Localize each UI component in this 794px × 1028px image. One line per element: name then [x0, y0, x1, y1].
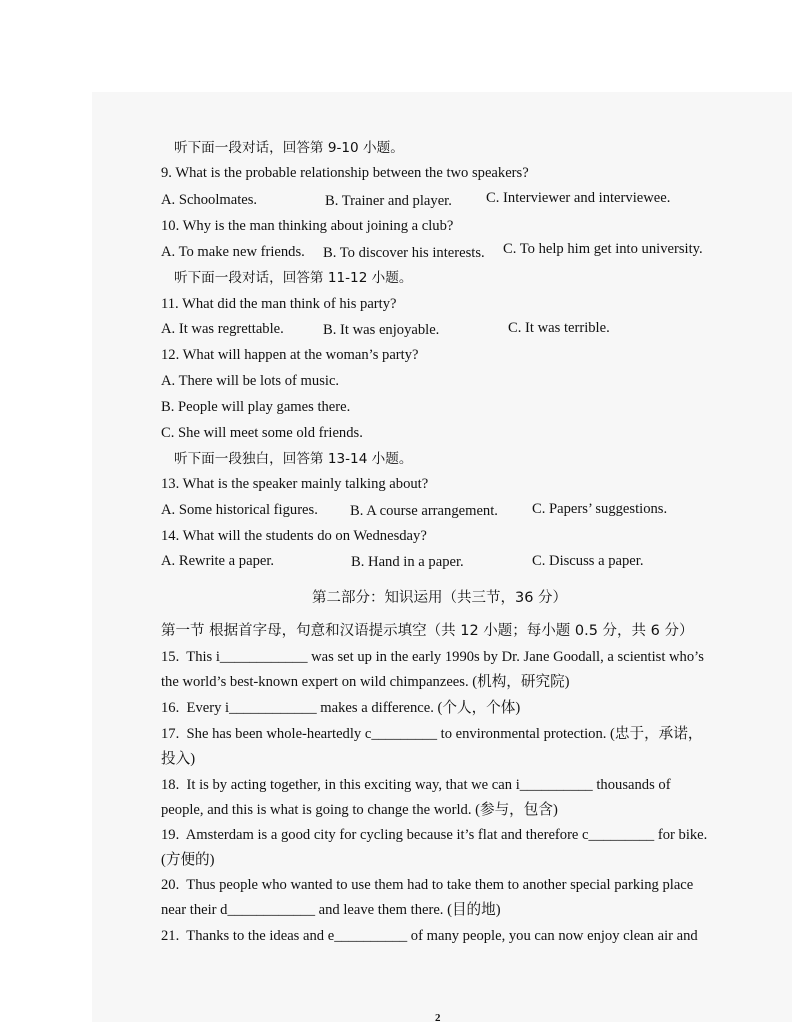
- q10-option-b: B. To discover his interests.: [323, 245, 485, 261]
- q14-option-a: A. Rewrite a paper.: [161, 553, 275, 569]
- q14-option-b: B. Hand in a paper.: [351, 554, 464, 570]
- question-12: 12. What will happen at the woman’s party?: [161, 347, 419, 363]
- question-17-line-1: 17. She has been whole-heartedly c_________ to environmental protection. (忠于，承诺，: [161, 726, 703, 742]
- q13-option-a: A. Some historical figures.: [161, 502, 318, 518]
- section-1-heading: 第一节 根据首字母，句意和汉语提示填空（共 12 小题；每小题 0.5 分，共 6 分）: [161, 623, 694, 639]
- section-instruction-11-12: 听下面一段对话，回答第 11-12 小题。: [174, 270, 413, 286]
- q13-option-b: B. A course arrangement.: [350, 503, 498, 519]
- q11-option-b: B. It was enjoyable.: [323, 322, 440, 338]
- question-18-line-2: people, and this is what is going to change the world. (参与，包含): [161, 802, 558, 818]
- question-20-line-2: near their d____________ and leave them there. (目的地): [161, 902, 501, 918]
- q9-option-c: C. Interviewer and interviewee.: [486, 190, 671, 206]
- question-15-line-2: the world’s best-known expert on wild chimpanzees. (机构，研究院): [161, 674, 570, 690]
- q10-option-c: C. To help him get into university.: [503, 241, 703, 257]
- q13-option-c: C. Papers’ suggestions.: [532, 501, 668, 517]
- q12-option-b: B. People will play games there.: [161, 399, 351, 415]
- q10-option-a: A. To make new friends.: [161, 244, 305, 260]
- question-18-line-1: 18. It is by acting together, in this exciting way, that we can i__________ thousands of: [161, 777, 671, 793]
- q14-option-c: C. Discuss a paper.: [532, 553, 644, 569]
- question-10: 10. Why is the man thinking about joining a club?: [161, 218, 454, 234]
- question-21-line-1: 21. Thanks to the ideas and e__________ of many people, you can now enjoy clean air and: [161, 928, 698, 944]
- question-14: 14. What will the students do on Wednesday?: [161, 528, 427, 544]
- question-17-line-2: 投入): [161, 751, 196, 767]
- page-number: 2: [435, 1012, 441, 1024]
- section-instruction-9-10: 听下面一段对话，回答第 9-10 小题。: [174, 140, 404, 156]
- q9-option-a: A. Schoolmates.: [161, 192, 258, 208]
- question-19-line-2: (方便的): [161, 852, 215, 868]
- q9-option-b: B. Trainer and player.: [325, 193, 452, 209]
- question-9: 9. What is the probable relationship between the two speakers?: [161, 165, 529, 181]
- question-15-line-1: 15. This i____________ was set up in the early 1990s by Dr. Jane Goodall, a scientist who’s: [161, 649, 704, 665]
- question-11: 11. What did the man think of his party?: [161, 296, 397, 312]
- q12-option-a: A. There will be lots of music.: [161, 373, 340, 389]
- q12-option-c: C. She will meet some old friends.: [161, 425, 363, 441]
- section-instruction-13-14: 听下面一段独白，回答第 13-14 小题。: [174, 451, 413, 467]
- part-2-heading: 第二部分：知识运用（共三节，36 分）: [312, 590, 568, 606]
- q11-option-a: A. It was regrettable.: [161, 321, 284, 337]
- question-13: 13. What is the speaker mainly talking about?: [161, 476, 429, 492]
- question-19-line-1: 19. Amsterdam is a good city for cycling because it’s flat and therefore c_________ for bike.: [161, 827, 708, 843]
- q11-option-c: C. It was terrible.: [508, 320, 610, 336]
- question-20-line-1: 20. Thus people who wanted to use them had to take them to another special parking place: [161, 877, 694, 893]
- question-16: 16. Every i____________ makes a difference. (个人，个体): [161, 700, 521, 716]
